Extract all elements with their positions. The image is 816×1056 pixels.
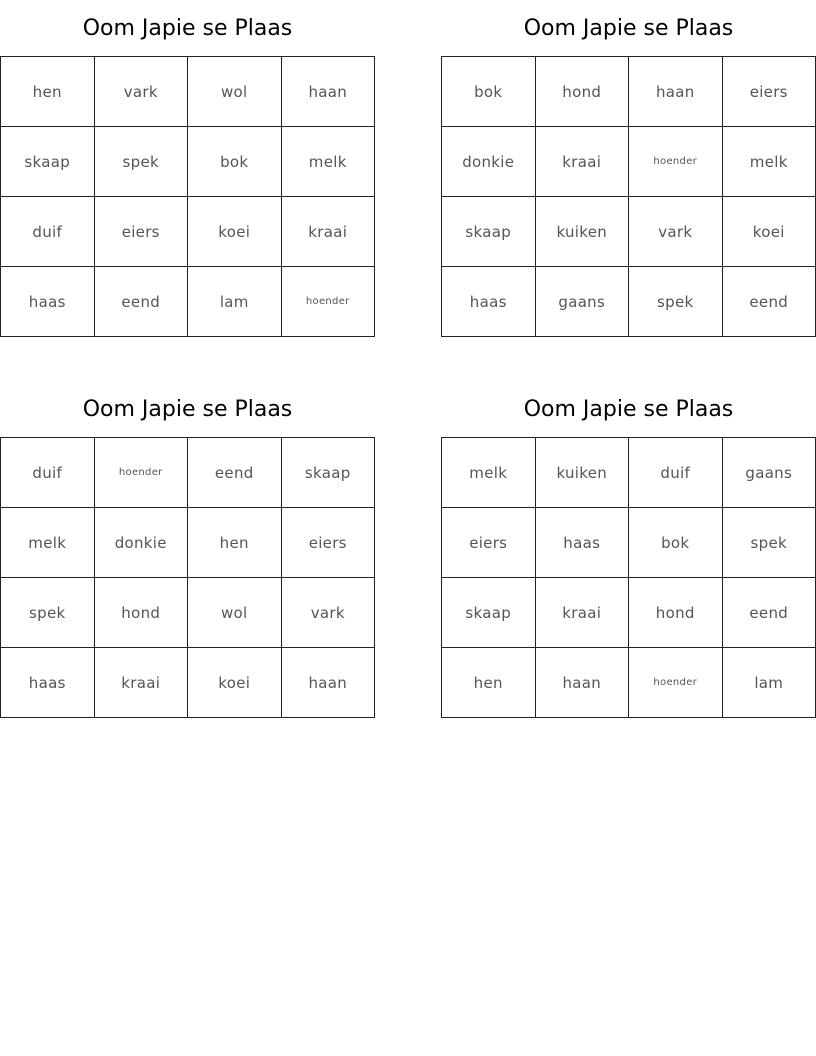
bingo-cell: eiers [282,508,376,578]
bingo-cell: melk [282,127,376,197]
bingo-cell: melk [442,438,536,508]
bingo-cell: koei [188,648,282,718]
bingo-grid [0,56,375,337]
bingo-cell: donkie [442,127,536,197]
bingo-cell: wol [188,57,282,127]
bingo-card-1 [0,1,375,337]
bingo-cell: eiers [95,197,189,267]
bingo-card-2 [441,1,816,337]
bingo-cell: donkie [95,508,189,578]
bingo-cell: koei [188,197,282,267]
bingo-cell: vark [95,57,189,127]
bingo-cell: skaap [442,197,536,267]
bingo-cell: hoender [282,267,376,337]
bingo-card-3 [0,382,375,718]
bingo-cell: haas [1,267,95,337]
bingo-cell: wol [188,578,282,648]
bingo-cell: hoender [629,648,723,718]
bingo-cell: eend [723,578,816,648]
bingo-cell: haan [282,648,376,718]
bingo-cell: skaap [282,438,376,508]
card-title: Oom Japie se Plaas [82,397,293,422]
bingo-cell: kraai [95,648,189,718]
bingo-grid [441,437,816,718]
bingo-cell: eiers [723,57,816,127]
bingo-cell: spek [629,267,723,337]
bingo-cell: hoender [629,127,723,197]
bingo-cell: duif [629,438,723,508]
bingo-cell: hond [629,578,723,648]
bingo-cell: haas [1,648,95,718]
card-title: Oom Japie se Plaas [82,16,293,41]
bingo-cell: spek [95,127,189,197]
bingo-cell: vark [629,197,723,267]
bingo-cell: hen [1,57,95,127]
bingo-cell: hoender [95,438,189,508]
bingo-cell: skaap [1,127,95,197]
bingo-cell: eend [188,438,282,508]
bingo-cell: skaap [442,578,536,648]
bingo-cell: hen [188,508,282,578]
bingo-cell: spek [1,578,95,648]
bingo-grid [441,56,816,337]
bingo-cell: lam [188,267,282,337]
bingo-cell: hen [442,648,536,718]
bingo-cell: haan [282,57,376,127]
bingo-cell: kuiken [536,438,630,508]
bingo-cell: hond [536,57,630,127]
bingo-cell: melk [1,508,95,578]
bingo-cell: bok [629,508,723,578]
bingo-grid [0,437,375,718]
card-title: Oom Japie se Plaas [523,397,734,422]
bingo-cell: koei [723,197,816,267]
bingo-cell: hond [95,578,189,648]
bingo-cell: duif [1,197,95,267]
bingo-cell: lam [723,648,816,718]
bingo-cell: eiers [442,508,536,578]
bingo-cell: melk [723,127,816,197]
bingo-cell: haas [536,508,630,578]
bingo-cell: gaans [723,438,816,508]
bingo-cell: bok [442,57,536,127]
bingo-cell: eend [95,267,189,337]
bingo-cell: duif [1,438,95,508]
bingo-cell: gaans [536,267,630,337]
bingo-cell: eend [723,267,816,337]
bingo-cell: haan [629,57,723,127]
bingo-cell: kraai [282,197,376,267]
bingo-cell: kraai [536,578,630,648]
bingo-card-4 [441,382,816,718]
bingo-cell: haan [536,648,630,718]
bingo-cell: bok [188,127,282,197]
bingo-cell: vark [282,578,376,648]
card-title: Oom Japie se Plaas [523,16,734,41]
bingo-cell: spek [723,508,816,578]
bingo-cell: haas [442,267,536,337]
bingo-cell: kuiken [536,197,630,267]
bingo-cell: kraai [536,127,630,197]
